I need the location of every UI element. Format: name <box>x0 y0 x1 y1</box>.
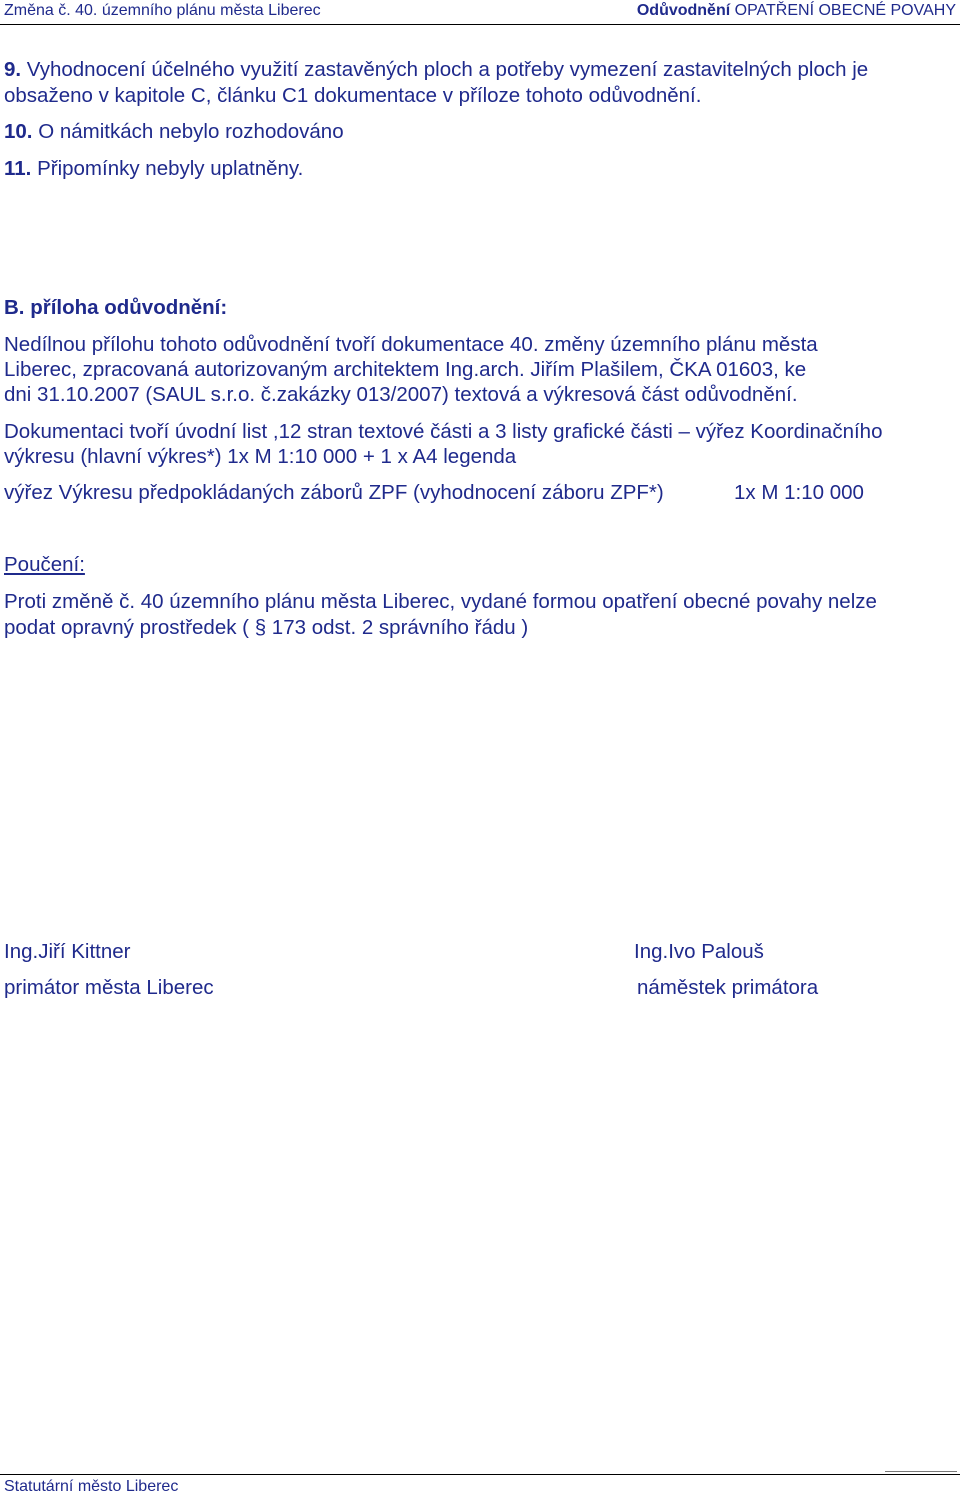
documentation-line-1: Dokumentaci tvoří úvodní list ,12 stran textové části a 3 listy grafické části – výřez Koordinačního <box>4 420 883 443</box>
item-10-text: O námitkách nebylo rozhodováno <box>32 120 344 143</box>
header-title: Změna č. 40. územního plánu města Liberec <box>4 2 321 19</box>
item-9-line-2: obsaženo v kapitole C, článku C1 dokumentace v příloze tohoto odůvodnění. <box>4 84 702 107</box>
header-type-bold: Odůvodnění <box>636 2 731 19</box>
documentation-line-2: výkresu (hlavní výkres*) 1x M 1:10 000 + 1 x A4 legenda <box>4 445 517 468</box>
header-type-rest: OPATŘENÍ OBECNÉ POVAHY <box>730 2 956 19</box>
signature-right-name: Ing.Ivo Palouš <box>634 940 764 963</box>
instruction-line-1: Proti změně č. 40 územního plánu města Liberec, vydané formou opatření obecné povahy nelze <box>4 590 877 613</box>
signature-left-name: Ing.Jiří Kittner <box>4 940 131 963</box>
section-b-heading: B. příloha odůvodnění: <box>4 296 228 319</box>
documentation-scale: 1x M 1:10 000 <box>734 481 864 504</box>
item-11-text: Připomínky nebyly uplatněny. <box>31 157 304 180</box>
item-9-number: 9. <box>4 58 22 81</box>
section-b-line-3: dni 31.10.2007 (SAUL s.r.o. č.zakázky 013/2007) textová a výkresová část odůvodnění. <box>4 383 798 406</box>
header-document-type <box>637 2 956 20</box>
signature-right-title: náměstek primátora <box>637 976 819 999</box>
item-11 <box>4 156 303 182</box>
item-9-text: Vyhodnocení účelného využití zastavěných ploch a potřeby vymezení zastavitelných ploch je <box>21 58 869 81</box>
instruction-heading: Poučení: <box>4 553 85 576</box>
section-b-line-2: Liberec, zpracovaná autorizovaným architektem Ing.arch. Jiřím Plašilem, ČKA 01603, ke <box>4 358 807 381</box>
instruction-line-2: podat opravný prostředek ( § 173 odst. 2 správního řádu ) <box>4 616 529 639</box>
item-9-line-1 <box>4 57 868 83</box>
signature-left-title: primátor města Liberec <box>4 976 214 999</box>
documentation-line-3: výřez Výkresu předpokládaných záborů ZPF (vyhodnocení záboru ZPF*) <box>4 481 664 504</box>
footer-text: Statutární město Liberec <box>4 1478 179 1495</box>
item-11-number: 11. <box>4 157 32 180</box>
item-10-number: 10. <box>4 120 33 143</box>
item-10 <box>4 119 344 145</box>
section-b-line-1: Nedílnou přílohu tohoto odůvodnění tvoří dokumentace 40. změny územního plánu města <box>4 333 818 356</box>
footer-short-rule <box>885 1471 957 1472</box>
header-divider <box>0 24 960 25</box>
footer-divider <box>0 1474 960 1475</box>
